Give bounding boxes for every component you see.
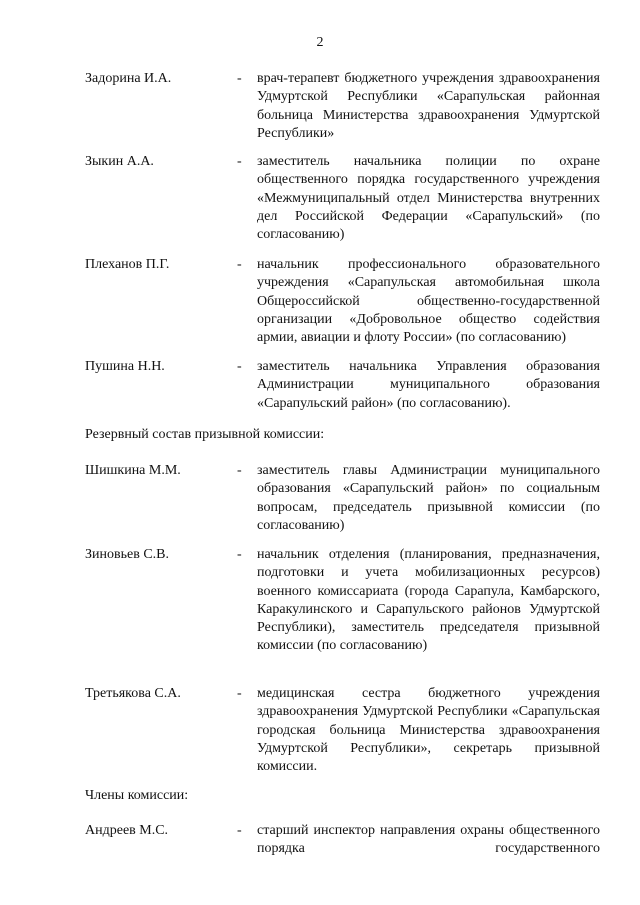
member-description: старший инспектор направления охраны общественного порядка государственного	[257, 823, 600, 857]
member-entry	[85, 70, 600, 143]
member-name: Андреев М.С.	[85, 823, 169, 838]
member-entry	[85, 822, 600, 859]
dash-separator: -	[237, 686, 242, 701]
member-description: медицинская сестра бюджетного учреждения здравоохранения Удмуртской Республики «Сарапульская городская больница Министерства здравоохранения Удмуртской Республики», секретарь призывной комиссии.	[257, 686, 600, 775]
member-name: Зыкин А.А.	[85, 154, 154, 169]
reserve-heading: Резервный состав призывной комиссии:	[85, 427, 325, 442]
member-description: начальник отделения (планирования, предназначения, подготовки и учета мобилизационных ресурсов) военного комиссариата (города Сарапула, Камбарского, Каракулинского и Сарапульского районов Удмуртской Республики), заместитель председателя призывной комиссии (по согласованию)	[257, 547, 600, 654]
member-entry	[85, 685, 600, 776]
dash-separator: -	[237, 823, 242, 838]
dash-separator: -	[237, 257, 242, 272]
member-description: заместитель начальника Управления образования Администрации муниципального образования «Сарапульский район» (по согласованию).	[257, 359, 600, 411]
member-description: врач-терапевт бюджетного учреждения здравоохранения Удмуртской Республики «Сарапульская районная больница Министерства здравоохранения Удмуртской Республики»	[257, 71, 600, 141]
member-description: заместитель начальника полиции по охране общественного порядка государственного учреждения «Межмуниципальный отдел Министерства внутренних дел Российской Федерации «Сарапульский» (по согласованию)	[257, 154, 600, 243]
member-entry	[85, 153, 600, 244]
dash-separator: -	[237, 359, 242, 374]
member-entry	[85, 256, 600, 347]
dash-separator: -	[237, 463, 242, 478]
member-name: Плеханов П.Г.	[85, 257, 170, 272]
member-name: Задорина И.А.	[85, 71, 172, 86]
member-name: Пушина Н.Н.	[85, 359, 165, 374]
member-entry	[85, 462, 600, 535]
dash-separator: -	[237, 547, 242, 562]
member-description: начальник профессионального образовательного учреждения «Сарапульская автомобильная школа Общероссийской общественно-государственной организации «Добровольное общество содействия армии, авиации и флоту России» (по согласованию)	[257, 257, 600, 346]
member-name: Шишкина М.М.	[85, 463, 181, 478]
member-description: заместитель главы Администрации муниципального образования «Сарапульский район» по социальным вопросам, председатель призывной комиссии (по согласованию)	[257, 463, 600, 533]
dash-separator: -	[237, 154, 242, 169]
page-number: 2	[316, 35, 324, 50]
member-name: Третьякова С.А.	[85, 686, 181, 701]
commission-heading: Члены комиссии:	[85, 788, 189, 803]
member-entry	[85, 358, 600, 413]
member-entry	[85, 546, 600, 656]
dash-separator: -	[237, 71, 242, 86]
member-name: Зиновьев С.В.	[85, 547, 169, 562]
